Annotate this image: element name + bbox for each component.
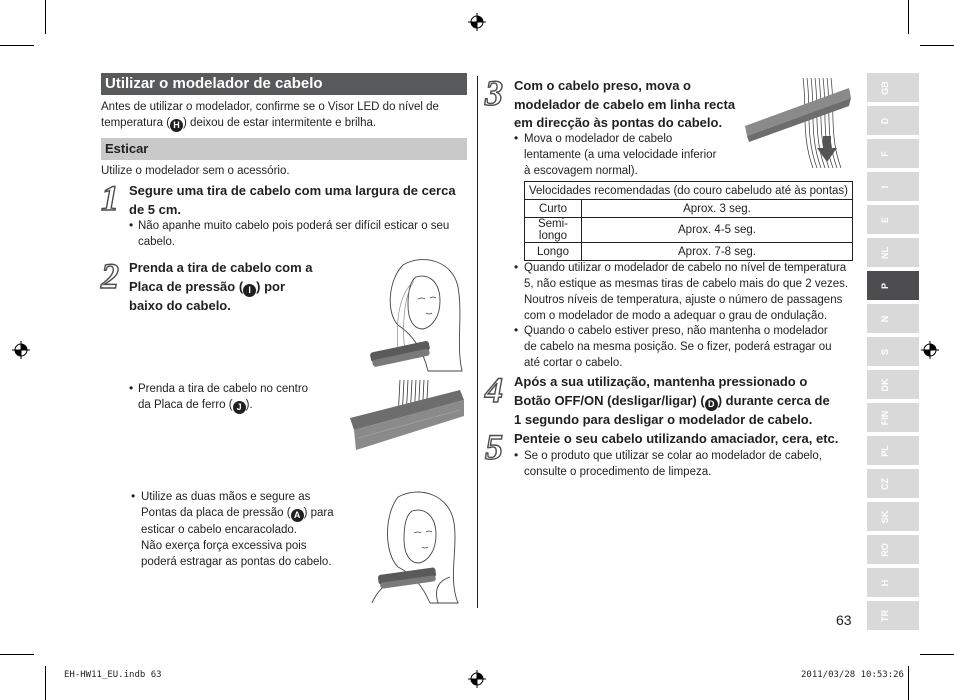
intro-line: Antes de utilizar o modelador, confirme se o Visor LED do nível de [101,101,439,113]
table-cell: Longo [525,243,582,261]
marker-a: A [291,509,304,522]
woman-two-hands-illustration [368,489,466,605]
table-row [525,243,853,261]
table-cell: Aprox. 7-8 seg. [582,243,853,261]
language-tab-sk[interactable]: SK [867,502,919,531]
footer-file-info: EH-HW11_EU.indb 63 [64,670,162,680]
crop-mark [920,654,954,655]
registration-mark-icon [12,341,30,359]
language-tab-h[interactable]: H [867,568,919,597]
table-cell: Aprox. 3 seg. [582,200,853,218]
straightener-motion-illustration [745,76,853,170]
registration-mark-icon [921,341,939,359]
step5-note: Se o produto que utilizar se colar ao modelador de cabelo, consulte o procedimento de limpeza. [524,450,822,478]
step5-instruction: Penteie o seu cabelo utilizando amaciador, cera, etc. [514,431,839,446]
crop-mark [920,45,954,46]
language-tab-p[interactable]: P [867,271,919,300]
language-tab-fin[interactable]: FIN [867,403,919,432]
language-tab-cz[interactable]: CZ [867,469,919,498]
language-tab-d[interactable]: D [867,106,919,135]
step2-instruction: Prenda a tira de cabelo com a Placa de pressão ( I ) por baixo do cabelo. [129,260,313,313]
table-cell: Semi-longo [525,218,582,243]
bullet: • [514,323,519,337]
marker-h: H [170,119,183,132]
table-cell: Curto [525,200,582,218]
section-title: Utilizar o modelador de cabelo [101,73,467,95]
step-number: 1 [101,178,119,218]
woman-straightening-illustration [368,255,468,373]
footer-timestamp: 2011/03/28 10:53:26 [801,670,904,680]
step-number: 4 [485,370,503,410]
language-tab-nl[interactable]: NL [867,238,919,267]
temperature-note: Quando utilizar o modelador de cabelo no nível de temperatura 5, não estique as mesmas tiras de cabelo mais do que 2 vezes. Noutros níveis de temperatura, ajuste o número de passagens com o modelador de modo a adequar o grau de ondulação. [524,262,849,322]
page-number: 63 [836,612,852,628]
intro-text [101,99,439,132]
table-row [525,200,853,218]
bullet: • [129,218,134,232]
step-number: 3 [485,73,503,113]
language-tab-tr[interactable]: TR [867,601,919,630]
marker-j: J [233,401,246,414]
crop-mark [45,666,46,700]
crop-mark [0,45,34,46]
step3-instruction: Com o cabelo preso, mova o modelador de cabelo em linha recta em direcção às pontas do cabelo. [514,78,736,130]
bullet: • [514,260,519,274]
subsection-title: Esticar [101,138,467,160]
language-tab-gb[interactable]: GB [867,73,919,102]
table-header: Velocidades recomendadas (do couro cabeludo até às pontas) [525,182,853,200]
bullet: • [514,448,519,462]
language-tab-pl[interactable]: PL [867,436,919,465]
speed-table [524,181,853,261]
step-number: 2 [101,256,119,296]
language-tab-s[interactable]: S [867,337,919,366]
language-tab-n[interactable]: N [867,304,919,333]
step2-note-2: Utilize as duas mãos e segure as Pontas da placa de pressão ( A ) para esticar o cabelo encaracolado. Não exerça força excessiva pois poderá estragar as pontas do cabelo. [141,491,334,568]
table-header-row [525,182,853,200]
bullet: • [514,131,519,145]
damage-note: Quando o cabelo estiver preso, não mantenha o modelador de cabelo na mesma posição. Se o fizer, poderá estragar ou até cortar o cabelo. [524,325,832,369]
language-tab-dk[interactable]: DK [867,370,919,399]
marker-i: I [243,284,256,297]
step1-instruction: Segure uma tira de cabelo com uma largura de cerca de 5 cm. [129,183,456,217]
language-tab-i[interactable]: I [867,172,919,201]
straightener-closeup-illustration [348,378,466,456]
intro-line: temperatura ( H ) deixou de estar intermitente e brilha. [101,117,377,130]
crop-mark [0,654,34,655]
step-number: 5 [485,427,503,467]
crop-mark [45,0,46,34]
registration-mark-icon [468,13,486,31]
step2-note-1: Prenda a tira de cabelo no centro da Placa de ferro ( J ). [138,383,309,412]
bullet: • [131,489,136,503]
crop-mark [908,666,909,700]
bullet: • [129,381,134,395]
marker-d: D [705,398,718,411]
language-tab-f[interactable]: F [867,139,919,168]
language-tab-ro[interactable]: RO [867,535,919,564]
column-divider [477,76,478,608]
crop-mark [908,0,909,34]
table-cell: Aprox. 4-5 seg. [582,218,853,243]
subsection-intro: Utilize o modelador sem o acessório. [101,165,290,177]
language-tab-e[interactable]: E [867,205,919,234]
step4-instruction: Após a sua utilização, mantenha pressionado o Botão OFF/ON (desligar/ligar) ( D ) durante cerca de 1 segundo para desligar o modelador de cabelo. [514,374,830,427]
registration-mark-icon [468,670,486,688]
table-row [525,218,853,243]
step1-note: Não apanhe muito cabelo pois poderá ser difícil esticar o seu cabelo. [138,220,450,248]
step3-note: Mova o modelador de cabelo lentamente (a uma velocidade inferior à escovagem normal). [524,133,717,177]
